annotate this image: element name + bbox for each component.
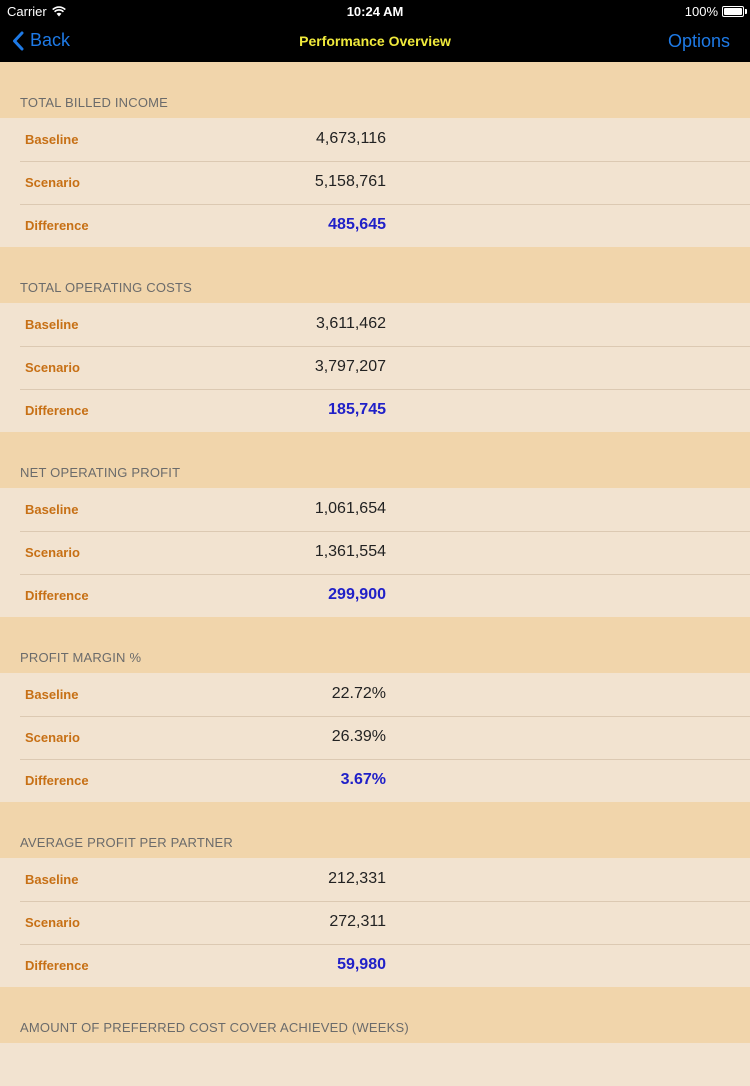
section-title: PROFIT MARGIN % — [20, 650, 142, 665]
table-row-baseline[interactable] — [0, 673, 750, 716]
section-title: TOTAL OPERATING COSTS — [20, 280, 193, 295]
row-label: Difference — [25, 588, 89, 603]
section-profit-margin — [0, 617, 750, 802]
carrier-label: Carrier — [7, 4, 47, 19]
section-header — [0, 247, 750, 303]
row-label: Baseline — [25, 502, 79, 517]
section-title: TOTAL BILLED INCOME — [20, 95, 169, 110]
row-value: 1,061,654 — [314, 500, 386, 517]
table-row-difference[interactable] — [0, 389, 750, 432]
table-row-scenario[interactable] — [0, 716, 750, 759]
row-label: Scenario — [25, 730, 80, 745]
row-value: 26.39% — [331, 728, 386, 745]
row-value-difference: 485,645 — [328, 216, 386, 233]
row-value: 3,611,462 — [316, 315, 386, 332]
section-rows — [0, 673, 750, 802]
clock: 10:24 AM — [346, 4, 404, 19]
section-rows — [0, 118, 750, 247]
table-row-scenario[interactable] — [0, 346, 750, 389]
row-value-difference: 59,980 — [337, 956, 386, 973]
table-row-difference[interactable] — [0, 204, 750, 247]
battery-indicator — [685, 4, 744, 19]
table-row-scenario[interactable] — [0, 531, 750, 574]
row-label: Baseline — [25, 317, 79, 332]
section-header — [0, 62, 750, 118]
performance-table[interactable] — [0, 62, 750, 1035]
page-title: Performance Overview — [299, 33, 451, 49]
row-label: Scenario — [25, 175, 80, 190]
battery-percent: 100% — [684, 4, 718, 19]
section-total-billed-income — [0, 62, 750, 247]
navigation-bar — [0, 22, 750, 62]
table-row-difference[interactable] — [0, 574, 750, 617]
row-label: Difference — [25, 403, 89, 418]
row-value-difference: 299,900 — [328, 586, 386, 603]
table-row-partial[interactable] — [0, 1043, 750, 1086]
section-title: NET OPERATING PROFIT — [20, 465, 181, 480]
section-header — [0, 432, 750, 488]
section-title: AMOUNT OF PREFERRED COST COVER ACHIEVED (WEEKS) — [20, 1020, 409, 1035]
row-label: Difference — [25, 958, 89, 973]
row-label: Difference — [25, 218, 89, 233]
row-value: 1,361,554 — [314, 543, 386, 560]
row-value-difference: 3.67% — [340, 771, 386, 788]
table-row-baseline[interactable] — [0, 858, 750, 901]
row-value: 5,158,761 — [314, 173, 386, 190]
section-preferred-cost-cover — [0, 987, 750, 1086]
row-value-difference: 185,745 — [328, 401, 386, 418]
table-row-scenario[interactable] — [0, 161, 750, 204]
row-value: 272,311 — [329, 913, 386, 930]
row-value: 4,673,116 — [316, 130, 386, 147]
battery-icon — [722, 6, 744, 17]
section-rows — [0, 1043, 750, 1086]
row-label: Scenario — [25, 360, 80, 375]
section-header — [0, 802, 750, 858]
section-title: AVERAGE PROFIT PER PARTNER — [20, 835, 234, 850]
table-row-baseline[interactable] — [0, 488, 750, 531]
section-rows — [0, 488, 750, 617]
row-value: 22.72% — [331, 685, 386, 702]
section-net-operating-profit — [0, 432, 750, 617]
section-total-operating-costs — [0, 247, 750, 432]
back-label: Back — [30, 30, 71, 50]
row-label: Baseline — [25, 132, 79, 147]
row-label: Scenario — [25, 545, 80, 560]
table-row-scenario[interactable] — [0, 901, 750, 944]
section-rows — [0, 858, 750, 987]
section-average-profit-per-partner — [0, 802, 750, 987]
row-value: 212,331 — [328, 870, 386, 887]
table-row-difference[interactable] — [0, 759, 750, 802]
row-label: Baseline — [25, 687, 79, 702]
table-row-baseline[interactable] — [0, 303, 750, 346]
row-label: Baseline — [25, 872, 79, 887]
status-bar — [0, 0, 750, 22]
table-row-difference[interactable] — [0, 944, 750, 987]
table-row-baseline[interactable] — [0, 118, 750, 161]
row-value: 3,797,207 — [314, 358, 386, 375]
section-header — [0, 987, 750, 1043]
section-header — [0, 617, 750, 673]
options-button[interactable]: Options — [667, 31, 730, 51]
row-label: Scenario — [25, 915, 80, 930]
section-rows — [0, 303, 750, 432]
row-label: Difference — [25, 773, 89, 788]
